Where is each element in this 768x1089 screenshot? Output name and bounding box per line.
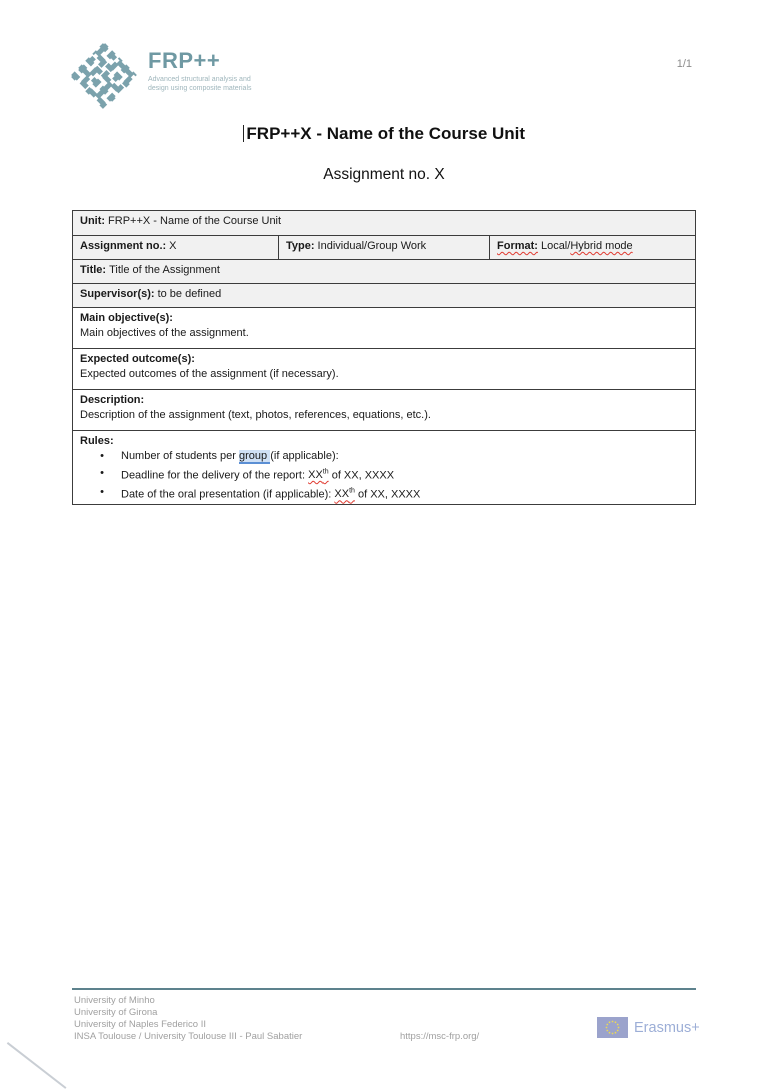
logo-tagline: Advanced structural analysis and design using composite materials	[148, 76, 252, 92]
document-subtitle[interactable]: Assignment no. X	[323, 166, 445, 183]
footer-org-line: University of Minho	[74, 995, 155, 1006]
eu-flag-icon	[597, 1017, 628, 1038]
cell-type[interactable]: Type: Individual/Group Work	[278, 236, 489, 259]
corner-diagonal-line	[7, 1042, 66, 1089]
rule-bullet-students: • Number of students per group (if applicable):	[80, 449, 688, 464]
bullet-icon: •	[100, 466, 104, 479]
erasmus-label: Erasmus+	[634, 1019, 700, 1036]
page-number: 1/1	[676, 58, 692, 70]
footer-org-line: INSA Toulouse / University Toulouse III - Paul Sabatier	[74, 1031, 303, 1042]
row-rules[interactable]: Rules: • Number of students per group (if applicable): • Deadline for the delivery of the report: XXth of XX, XXXX • Date of the oral presentation (if applicable): XXth of XX, XXXX	[73, 430, 695, 504]
footer-org-line: University of Girona	[74, 1007, 158, 1018]
row-description[interactable]: Description: Description of the assignment (text, photos, references, equations, etc.).	[73, 389, 695, 430]
row-unit[interactable]: Unit: FRP++X - Name of the Course Unit	[73, 211, 695, 235]
footer-universities	[74, 995, 302, 1043]
footer-divider	[72, 988, 696, 990]
row-supervisor[interactable]: Supervisor(s): to be defined	[73, 283, 695, 307]
footer-org-line: University of Naples Federico II	[74, 1019, 206, 1030]
cell-format[interactable]: Format: Local/Hybrid mode	[489, 236, 695, 259]
rule-bullet-deadline: • Deadline for the delivery of the report: XXth of XX, XXXX	[80, 466, 688, 483]
footer-url: https://msc-frp.org/	[400, 1031, 480, 1042]
row-objectives[interactable]: Main objective(s): Main objectives of the assignment.	[73, 307, 695, 348]
bullet-icon: •	[100, 485, 104, 498]
row-assignment-type-format	[73, 235, 695, 259]
erasmus-logo	[597, 1017, 700, 1038]
grammar-flagged-word: group	[239, 450, 271, 462]
frp-weave-icon	[70, 42, 138, 110]
rule-bullet-presentation: • Date of the oral presentation (if applicable): XXth of XX, XXXX	[80, 485, 688, 502]
frp-logo	[70, 42, 252, 110]
text-cursor	[243, 125, 245, 142]
bullet-icon: •	[100, 450, 104, 462]
assignment-table	[72, 210, 696, 505]
row-title[interactable]: Title: Title of the Assignment	[73, 259, 695, 283]
spellcheck-flagged-word: XXth	[308, 468, 329, 482]
row-outcomes[interactable]: Expected outcome(s): Expected outcomes of the assignment (if necessary).	[73, 348, 695, 389]
cell-assignment-no[interactable]: Assignment no.: X	[80, 240, 177, 252]
logo-wordmark: FRP++	[148, 48, 221, 73]
spellcheck-flagged-word: XXth	[334, 487, 355, 501]
document-title[interactable]: FRP++X - Name of the Course Unit	[0, 124, 768, 144]
